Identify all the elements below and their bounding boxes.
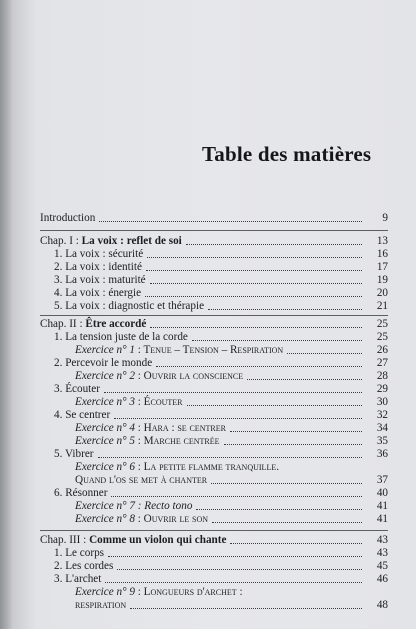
toc-exercise xyxy=(40,344,388,357)
toc-label: 2. La voix : identité xyxy=(54,261,142,273)
dot-leader xyxy=(156,365,362,367)
exercise-number: Exercice n° 2 xyxy=(75,370,135,382)
toc-entry-introduction xyxy=(40,212,388,225)
toc-label: Introduction xyxy=(40,212,96,224)
exercise-title: respiration xyxy=(75,599,127,611)
toc-label: 5. La voix : diagnostic et thérapie xyxy=(54,300,205,312)
toc-label: 6. Résonner xyxy=(54,487,108,499)
exercise-number: Exercice n° 8 xyxy=(75,513,135,525)
dot-leader xyxy=(111,495,362,497)
toc-page: 21 xyxy=(376,300,388,312)
toc-page: 48 xyxy=(376,599,388,611)
dot-leader xyxy=(196,508,362,510)
toc-exercise xyxy=(40,370,388,383)
toc-entry xyxy=(40,300,388,313)
exercise-title: Quand l'os se met à chanter xyxy=(75,474,208,486)
chapter-prefix: Chap. II : xyxy=(40,318,86,330)
toc-entry xyxy=(40,287,388,300)
exercise-number: Exercice n° 5 xyxy=(75,435,135,447)
section-rule xyxy=(40,315,388,316)
dot-leader xyxy=(187,404,362,406)
toc-page: 29 xyxy=(376,383,388,395)
toc-label: 4. La voix : énergie xyxy=(54,287,142,299)
dot-leader xyxy=(192,339,362,341)
exercise-number: Exercice n° 9 xyxy=(75,586,135,598)
exercise-title: : se centrer xyxy=(168,422,226,434)
dot-leader xyxy=(145,295,362,297)
dot-leader xyxy=(247,378,362,380)
dot-leader xyxy=(98,456,362,458)
exercise-title: : Tenue – Tension – Respiration xyxy=(134,344,284,356)
exercise-title: : Ouvrir la conscience xyxy=(134,370,244,382)
book-page xyxy=(12,0,416,629)
toc-page: 13 xyxy=(376,235,388,247)
toc-exercise xyxy=(40,461,388,474)
toc-exercise-continued xyxy=(40,474,388,487)
exercise-number: Exercice n° 7 xyxy=(75,500,135,512)
dot-leader xyxy=(114,417,362,419)
toc-page: 40 xyxy=(376,487,388,499)
toc-page: 26 xyxy=(376,344,388,356)
exercise-title: : Ouvrir le son xyxy=(134,513,209,525)
toc-entry xyxy=(40,487,388,500)
toc-exercise xyxy=(40,396,388,409)
toc-label: 3. Écouter xyxy=(54,383,100,395)
exercise-title: : La petite flamme tranquille. xyxy=(134,461,280,473)
toc-page: 34 xyxy=(376,422,388,434)
toc-entry xyxy=(40,248,388,261)
toc-exercise xyxy=(40,586,388,599)
exercise-number: Exercice n° 4 xyxy=(75,422,135,434)
dot-leader xyxy=(104,391,362,393)
toc-label: 1. La voix : sécurité xyxy=(54,248,144,260)
toc-page: 36 xyxy=(376,448,388,460)
toc-page: 45 xyxy=(376,560,388,572)
toc-entry xyxy=(40,357,388,370)
toc-page: 30 xyxy=(376,396,388,408)
dot-leader xyxy=(105,581,362,583)
toc-entry xyxy=(40,560,388,573)
dot-leader xyxy=(287,352,362,354)
toc-page: 43 xyxy=(376,547,388,559)
exercise-number: Exercice n° 6 xyxy=(75,461,135,473)
dot-leader xyxy=(186,243,362,245)
chapter-prefix: Chap. I : xyxy=(40,235,82,247)
toc-page: 35 xyxy=(376,435,388,447)
toc-label: 3. La voix : maturité xyxy=(54,274,146,286)
toc-page: 9 xyxy=(382,212,388,224)
chapter-prefix: Chap. III : xyxy=(40,534,90,546)
toc-entry xyxy=(40,331,388,344)
toc-exercise-continued xyxy=(40,599,388,612)
chapter-title: La voix : reflet de soi xyxy=(81,235,182,247)
section-rule xyxy=(40,530,388,531)
exercise-title: : Marche centrée xyxy=(134,435,220,447)
dot-leader xyxy=(108,555,362,557)
dot-leader xyxy=(208,308,362,310)
book-gutter xyxy=(0,0,12,629)
toc-exercise xyxy=(40,435,388,448)
toc-entry xyxy=(40,383,388,396)
toc-chapter-2 xyxy=(40,318,388,331)
exercise-title-italic: : Recto tono xyxy=(134,500,193,512)
exercise-title: : Longueurs d'archet : xyxy=(134,586,243,598)
toc-page: 43 xyxy=(376,534,388,546)
page-title: Table des matières xyxy=(202,142,372,166)
toc-label: 5. Vibrer xyxy=(54,448,94,460)
toc-page: 46 xyxy=(376,573,388,585)
exercise-number: Exercice n° 3 xyxy=(75,396,135,408)
toc-page: 20 xyxy=(376,287,388,299)
dot-leader xyxy=(99,220,362,222)
dot-leader xyxy=(230,430,362,432)
toc-label: 3. L'archet xyxy=(54,573,102,585)
toc-label: 4. Se centrer xyxy=(54,409,111,421)
dot-leader xyxy=(147,256,362,258)
toc-page: 32 xyxy=(376,409,388,421)
dot-leader xyxy=(146,269,362,271)
dot-leader xyxy=(150,282,362,284)
toc-page: 17 xyxy=(376,261,388,273)
dot-leader xyxy=(224,443,362,445)
toc-page: 41 xyxy=(376,500,388,512)
toc-page: 28 xyxy=(376,370,388,382)
toc-page: 19 xyxy=(376,274,388,286)
toc-label: 2. Les cordes xyxy=(54,560,114,572)
toc-page: 37 xyxy=(376,474,388,486)
toc-label: 1. La tension juste de la corde xyxy=(54,331,188,343)
toc-entry xyxy=(40,573,388,586)
section-rule xyxy=(40,230,388,231)
dot-leader xyxy=(212,521,362,523)
toc-entry xyxy=(40,409,388,422)
exercise-title: : Écouter xyxy=(134,396,183,408)
dot-leader xyxy=(211,482,362,484)
toc-entry xyxy=(40,547,388,560)
toc-label: 1. Le corps xyxy=(54,547,105,559)
dot-leader xyxy=(117,568,362,570)
toc-label: 2. Percevoir le monde xyxy=(54,357,153,369)
toc-chapter-1 xyxy=(40,235,388,248)
chapter-title: Être accordé xyxy=(85,318,147,330)
chapter-title: Comme un violon qui chante xyxy=(89,534,227,546)
toc-exercise xyxy=(40,422,388,435)
toc-page: 27 xyxy=(376,357,388,369)
dot-leader xyxy=(130,607,362,609)
exercise-title-italic: : Hara xyxy=(134,422,169,434)
toc-page: 25 xyxy=(376,318,388,330)
toc-exercise xyxy=(40,500,388,513)
toc-page: 41 xyxy=(376,513,388,525)
toc-page: 25 xyxy=(376,331,388,343)
toc-page: 16 xyxy=(376,248,388,260)
exercise-number: Exercice n° 1 xyxy=(75,344,135,356)
dot-leader xyxy=(150,326,362,328)
toc-exercise xyxy=(40,513,388,526)
toc-entry xyxy=(40,274,388,287)
toc-entry xyxy=(40,261,388,274)
toc-entry xyxy=(40,448,388,461)
toc-chapter-3 xyxy=(40,534,388,547)
dot-leader xyxy=(230,542,362,544)
